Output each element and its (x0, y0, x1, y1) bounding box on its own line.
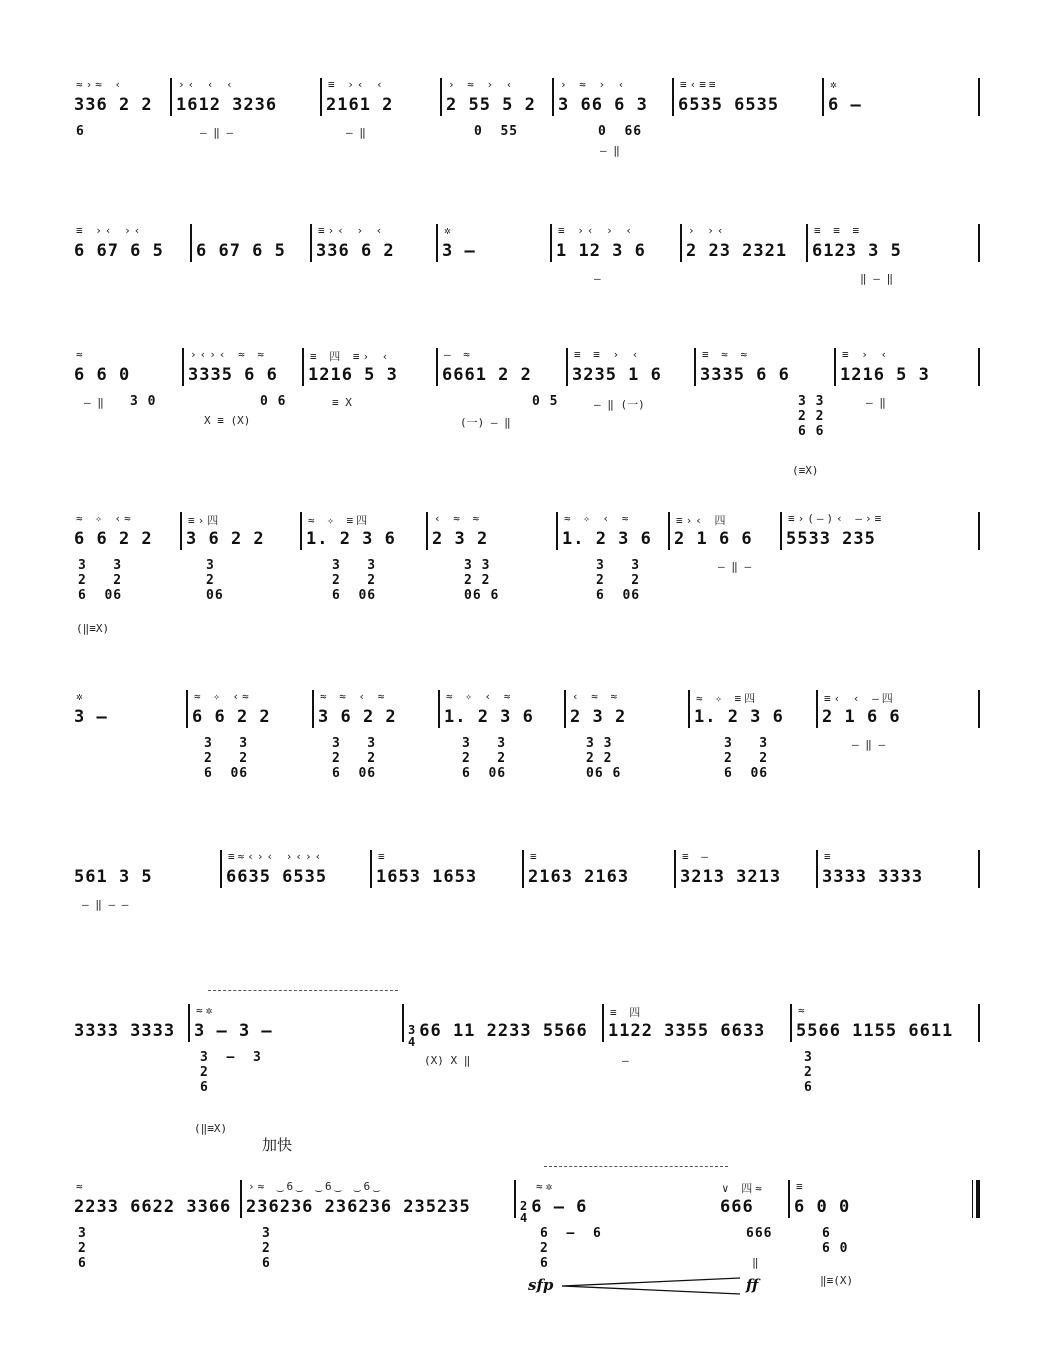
accomp-notes: 0 55 (474, 124, 519, 139)
measure (676, 850, 816, 894)
note-group: 2163 2163 (528, 867, 630, 887)
measure (524, 850, 674, 894)
measure (70, 1004, 188, 1048)
accompaniment-line (70, 1226, 980, 1336)
measure (442, 78, 552, 122)
fermata-mark: ✲ (76, 690, 86, 703)
fingering: (一) — ‖ (460, 416, 511, 429)
ornament-marks: › ≈ › ‹ (448, 78, 516, 91)
fingering: (‖≡X) (76, 622, 110, 635)
dynamic-start: sfp (528, 1276, 554, 1294)
time-signature: 2 4 (520, 1199, 528, 1225)
ornament-marks: ≡ ≡ › ‹ (574, 348, 642, 361)
melody-line (70, 78, 980, 122)
fingering: (≡X) (792, 464, 819, 477)
ornament-marks: ≡›‹ › ‹ (318, 224, 386, 237)
fingering: — ‖ — (852, 738, 886, 751)
melody-line (70, 850, 980, 894)
ornament-marks: ≡ — (682, 850, 711, 863)
measure (184, 348, 302, 392)
ornament-marks: ≡ (796, 1180, 806, 1193)
measure (70, 348, 182, 392)
final-barline-thin (972, 1180, 973, 1218)
barline (978, 78, 980, 116)
measure (568, 348, 694, 392)
ornament-marks: › ≈ › ‹ (560, 78, 628, 91)
note-group: 3 – 3 – (194, 1021, 273, 1041)
accomp-notes: 0 66 (598, 124, 643, 139)
ornament-marks: ≡ (378, 850, 388, 863)
fingering: — ‖ (一) (594, 398, 645, 411)
note-group: 3 66 6 3 (558, 95, 648, 115)
measure (716, 1180, 788, 1224)
ornament-marks: ≡›‹ 四 (676, 514, 729, 527)
note-group: 1. 2 3 6 (562, 529, 652, 549)
note-group: 3335 6 6 (188, 365, 278, 385)
accompaniment-line (70, 124, 980, 234)
ornament-marks: ≡ ≡ ≡ (814, 224, 863, 237)
note-group: 3333 3333 (822, 867, 924, 887)
ornament-marks: ≡ ≈ ≈ (702, 348, 751, 361)
accomp-notes: 0 5 (532, 394, 559, 409)
note-group: 2 3 2 (432, 529, 489, 549)
measure (70, 690, 186, 734)
final-barline-thick (976, 1180, 980, 1218)
fermata-extension-line (208, 990, 398, 991)
note-group: 336 6 2 (316, 241, 395, 261)
ornament-marks: ≡ (824, 850, 834, 863)
ornament-marks: ≈ (798, 1004, 808, 1017)
dynamic-end: ff (746, 1276, 759, 1294)
accomp-notes: 3 3 2 2 6 06 (78, 558, 123, 603)
barline (978, 1004, 980, 1042)
measure (242, 1180, 514, 1224)
accomp-notes: 3 3 2 2 6 06 (332, 558, 377, 603)
note-group: 66 11 2233 5566 (419, 1021, 588, 1041)
accomp-notes: 3 3 2 2 6 06 (332, 736, 377, 781)
accomp-notes: 3 2 6 (804, 1050, 813, 1095)
accomp-notes: 6 – 6 2 6 (540, 1226, 602, 1271)
accompaniment-line (70, 394, 980, 504)
ornament-marks: ≈ ✧ ‹ ≈ (564, 512, 632, 525)
accomp-notes: 3 0 (130, 394, 157, 409)
measure (192, 224, 310, 268)
tempo-marking: 加快 (262, 1136, 293, 1154)
ornament-marks: — ≈ (444, 348, 473, 361)
ornament-marks: ‹ ≈ ≈ (572, 690, 621, 703)
note-group: 3235 1 6 (572, 365, 662, 385)
accomp-notes: 3 2 6 (262, 1226, 271, 1271)
note-group: 561 3 5 (74, 867, 153, 887)
accompaniment-line (70, 1050, 980, 1160)
accomp-notes: 3 3 2 2 6 06 (596, 558, 641, 603)
melody-line (70, 1180, 980, 1224)
measure (190, 1004, 402, 1048)
measure (404, 1004, 602, 1048)
note-group: 2161 2 (326, 95, 394, 115)
fingering: ‖ — ‖ (860, 272, 894, 285)
note-group: 3 – (74, 707, 108, 727)
measure (670, 512, 780, 556)
accomp-notes: 3 2 6 (78, 1226, 87, 1271)
measure (314, 690, 438, 734)
ornament-marks: ≡ ›‹ ‹ (328, 78, 386, 91)
measure (790, 1180, 970, 1224)
measure (604, 1004, 790, 1048)
measure (372, 850, 522, 894)
fermata-mark: ≈✲ (196, 1004, 216, 1017)
note-group: 2 1 6 6 (822, 707, 901, 727)
note-group: 2233 6622 3366 (74, 1197, 232, 1217)
measure (566, 690, 688, 734)
accomp-notes: 0 6 (260, 394, 287, 409)
note-group: 2 55 5 2 (446, 95, 536, 115)
note-group: 1 12 3 6 (556, 241, 646, 261)
barline (978, 224, 980, 262)
ornament-marks: ∨ 四≈ (722, 1182, 765, 1195)
barline (978, 850, 980, 888)
ornament-marks: ≡›四 (188, 514, 222, 527)
note-group: 6 6 2 2 (192, 707, 271, 727)
measure (322, 78, 440, 122)
fingering: — ‖ — (718, 560, 752, 573)
note-group: 1612 3236 (176, 95, 278, 115)
measure (554, 78, 672, 122)
ornament-marks: ≡ ›‹ › ‹ (558, 224, 635, 237)
fingering: — ‖ — (200, 126, 234, 139)
ornament-marks: › ›‹ (688, 224, 727, 237)
note-group: 1653 1653 (376, 867, 478, 887)
fingering: — (622, 1054, 629, 1067)
measure (438, 348, 566, 392)
note-group: 6635 6535 (226, 867, 328, 887)
ornament-marks: ≡ 四 (610, 1006, 644, 1019)
note-group: 6 – 6 (531, 1197, 588, 1217)
fingering: ‖ (752, 1256, 759, 1269)
fingering: ‖≡(X) (820, 1274, 854, 1287)
fermata-extension-line (544, 1166, 728, 1167)
measure (824, 78, 978, 122)
note-group: 2 23 2321 (686, 241, 788, 261)
ornament-marks: ≡›(—)‹ —›≡ (788, 512, 885, 525)
crescendo-hairpin (562, 1276, 742, 1296)
ornament-marks: ≈ ✧ ≡四 (696, 692, 759, 705)
ornament-marks: ≈ ≈ ‹ ≈ (320, 690, 388, 703)
measure (70, 78, 170, 122)
accomp-notes: 6 6 0 (822, 1226, 849, 1256)
measure (438, 224, 550, 268)
melody-line (70, 224, 980, 268)
note-group: 6 67 6 5 (196, 241, 286, 261)
measure (222, 850, 370, 894)
accomp-notes: 3 – 3 2 6 (200, 1050, 262, 1095)
note-group: 336 2 2 (74, 95, 153, 115)
fingering: (X) X ‖ (424, 1054, 471, 1067)
ornament-marks: ≈ ✧ ‹≈ (194, 690, 252, 703)
measure (70, 224, 190, 268)
note-group: 6661 2 2 (442, 365, 532, 385)
ornament-marks: ≡‹≡≡ (680, 78, 719, 91)
ornament-marks: ≈ ✧ ‹ ≈ (446, 690, 514, 703)
note-group: 3213 3213 (680, 867, 782, 887)
note-group: 2 1 6 6 (674, 529, 753, 549)
accomp-notes: 6 (76, 124, 85, 139)
ornament-marks: ›≈ ‿6‿ ‿6‿ ‿6‿ (248, 1180, 383, 1193)
fingering: — ‖ (346, 126, 366, 139)
measure (182, 512, 300, 556)
accomp-notes: 3 3 2 2 6 6 (798, 394, 825, 439)
accompaniment-line (70, 896, 980, 1006)
barline (978, 690, 980, 728)
measure (172, 78, 320, 122)
note-group: 1216 5 3 (840, 365, 930, 385)
ornament-marks: ‹ ≈ ≈ (434, 512, 483, 525)
ornament-marks: ≈ (76, 348, 86, 361)
measure (690, 690, 816, 734)
note-group: 666 (720, 1197, 754, 1217)
measure (188, 690, 312, 734)
measure (440, 690, 564, 734)
measure (312, 224, 436, 268)
accomp-notes: 3 3 2 2 06 6 (464, 558, 500, 603)
note-group: 3333 3333 (74, 1021, 176, 1041)
measure (516, 1180, 716, 1224)
note-group: 5533 235 (786, 529, 876, 549)
fermata-mark: ✲ (830, 78, 840, 91)
note-group: 6 – (828, 95, 862, 115)
fingering: — ‖ (84, 396, 104, 409)
note-group: 1122 3355 6633 (608, 1021, 766, 1041)
accomp-notes: 3 2 06 (206, 558, 224, 603)
fingering: X ≡ (X) (204, 414, 251, 427)
measure (818, 690, 978, 734)
measure (428, 512, 556, 556)
note-group: 6 0 0 (794, 1197, 851, 1217)
melody-line (70, 512, 980, 556)
measure (70, 850, 220, 894)
fingering: (‖≡X) (194, 1122, 228, 1135)
measure (552, 224, 680, 268)
measure (808, 224, 978, 268)
fermata-mark: ≈✲ (536, 1180, 556, 1193)
accomp-notes: 3 3 2 2 6 06 (204, 736, 249, 781)
ornament-marks: ›‹›‹ ≈ ≈ (190, 348, 267, 361)
note-group: 6 6 0 (74, 365, 131, 385)
note-group: 236236 236236 235235 (246, 1197, 471, 1217)
fingering: ≡ X (332, 396, 352, 409)
ornament-marks: ≡ 四 ≡› ‹ (310, 350, 392, 363)
note-group: 3 6 2 2 (318, 707, 397, 727)
accomp-notes: 666 (746, 1226, 773, 1241)
melody-line (70, 348, 980, 392)
note-group: 1216 5 3 (308, 365, 398, 385)
ornament-marks: ›‹ ‹ ‹ (178, 78, 236, 91)
ornament-marks: ≈ ✧ ‹≈ (76, 512, 134, 525)
note-group: 2 3 2 (570, 707, 627, 727)
note-group: 6535 6535 (678, 95, 780, 115)
melody-line (70, 690, 980, 734)
note-group: 5566 1155 6611 (796, 1021, 954, 1041)
ornament-marks: ≈ ✧ ≡四 (308, 514, 371, 527)
ornament-marks: ≡‹ ‹ —四 (824, 692, 896, 705)
barline (978, 512, 980, 550)
barline (978, 348, 980, 386)
note-group: 3 6 2 2 (186, 529, 265, 549)
measure (302, 512, 426, 556)
measure (304, 348, 436, 392)
measure (782, 512, 978, 556)
measure (696, 348, 834, 392)
melody-line (70, 1004, 980, 1048)
measure (682, 224, 806, 268)
note-group: 1. 2 3 6 (694, 707, 784, 727)
note-group: 3 – (442, 241, 476, 261)
ornament-marks: ≈›≈ ‹ (76, 78, 125, 91)
fingering: — ‖ (866, 396, 886, 409)
ornament-marks: ≈ (76, 1180, 86, 1193)
fingering: — (594, 272, 601, 285)
note-group: 6123 3 5 (812, 241, 902, 261)
measure (70, 1180, 240, 1224)
accompaniment-line (70, 558, 980, 668)
accomp-notes: 3 3 2 2 06 6 (586, 736, 622, 781)
note-group: 6 6 2 2 (74, 529, 153, 549)
ornament-marks: ≡≈‹›‹ ›‹›‹ (228, 850, 325, 863)
ornament-marks: ≡ (530, 850, 540, 863)
accompaniment-line (70, 736, 980, 846)
accomp-notes: 3 3 2 2 6 06 (462, 736, 507, 781)
ornament-marks: ≡ ›‹ ›‹ (76, 224, 144, 237)
measure (674, 78, 822, 122)
fingering: — ‖ — — (82, 898, 129, 911)
measure (792, 1004, 978, 1048)
note-group: 6 67 6 5 (74, 241, 164, 261)
note-group: 1. 2 3 6 (444, 707, 534, 727)
accomp-notes: 3 3 2 2 6 06 (724, 736, 769, 781)
note-group: 1. 2 3 6 (306, 529, 396, 549)
measure (70, 512, 180, 556)
measure (818, 850, 978, 894)
fermata-mark: ✲ (444, 224, 454, 237)
note-group: 3335 6 6 (700, 365, 790, 385)
time-signature: 3 4 (408, 1023, 416, 1049)
measure (558, 512, 668, 556)
measure (836, 348, 978, 392)
ornament-marks: ≡ › ‹ (842, 348, 891, 361)
fingering: — ‖ (600, 144, 620, 157)
